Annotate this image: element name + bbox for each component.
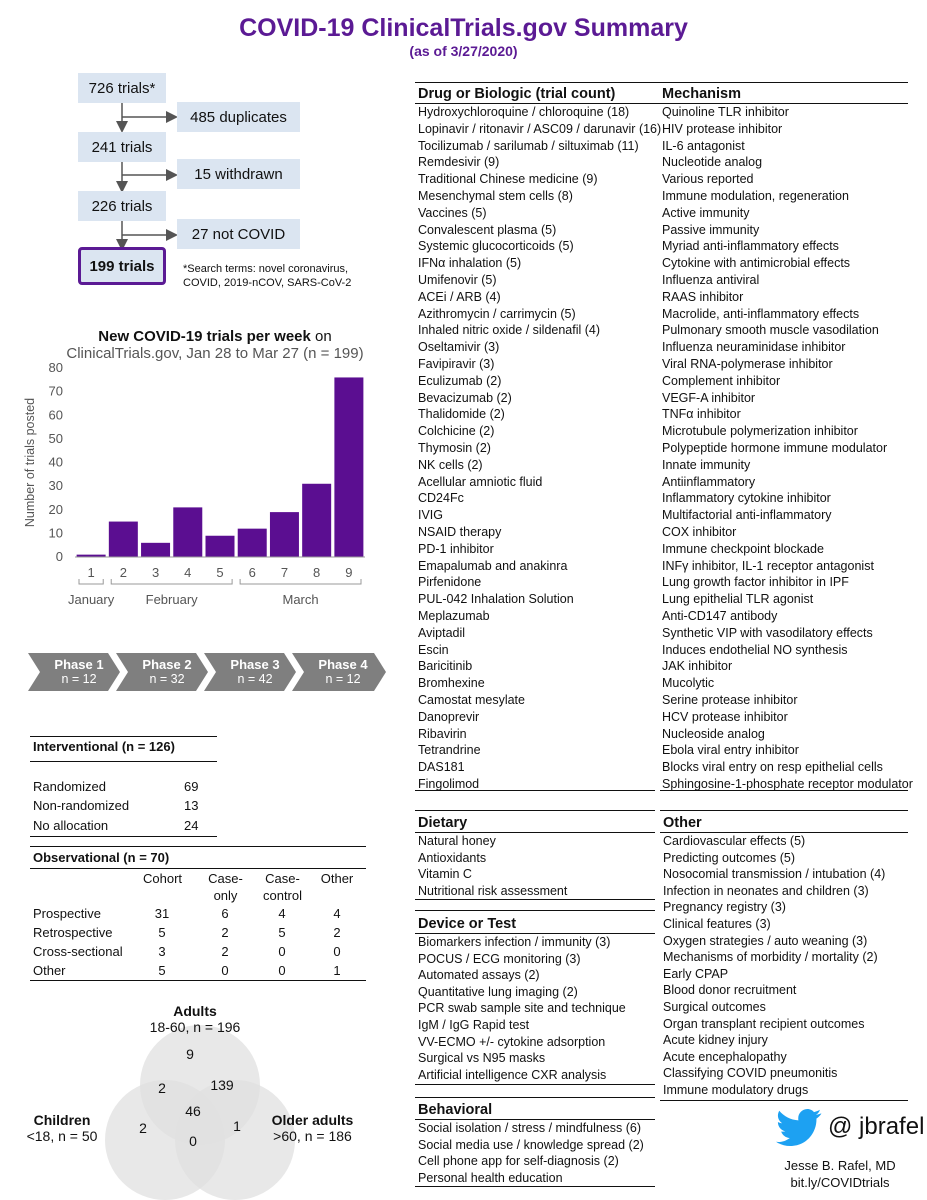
- drug-mechanism: Influenza antiviral: [662, 273, 760, 287]
- observational-cell: 3: [158, 944, 166, 959]
- drug-name: Tocilizumab / sarilumab / siltuximab (11): [418, 139, 639, 153]
- drug-name: Bromhexine: [418, 676, 485, 690]
- other-item: Mechanisms of morbidity / mortality (2): [663, 950, 878, 964]
- drug-mechanism: Microtubule polymerization inhibitor: [662, 424, 858, 438]
- interventional-row-value: 24: [184, 818, 199, 833]
- other-item: Acute kidney injury: [663, 1033, 768, 1047]
- x-tick-label: 9: [345, 565, 353, 580]
- drug-name: IFNα inhalation (5): [418, 256, 522, 270]
- other-item: Immune modulatory drugs: [663, 1083, 809, 1097]
- behavioral-item: Social media use / knowledge spread (2): [418, 1138, 644, 1152]
- drug-name: Convalescent plasma (5): [418, 223, 557, 237]
- dietary-top-rule: [415, 810, 655, 811]
- observational-top-rule: [30, 846, 366, 847]
- observational-cell: 2: [333, 925, 341, 940]
- device-item: IgM / IgG Rapid test: [418, 1018, 530, 1032]
- observational-cell: 4: [278, 906, 286, 921]
- obs-col-header-line1: Case-: [265, 871, 300, 886]
- drug-mechanism: Mucolytic: [662, 676, 715, 690]
- observational-cell: 5: [158, 925, 166, 940]
- other-item: Early CPAP: [663, 967, 729, 981]
- bar: [270, 512, 299, 557]
- drug-name: Baricitinib: [418, 659, 473, 673]
- drug-mechanism: Nucleoside analog: [662, 727, 765, 741]
- drug-name: Vaccines (5): [418, 206, 487, 220]
- drug-name: Emapalumab and anakinra: [418, 559, 568, 573]
- device-top-rule: [415, 910, 655, 911]
- venn-adults-title: Adults: [173, 1003, 217, 1019]
- interventional-header-rule: [30, 761, 217, 762]
- drug-mechanism: Antiinflammatory: [662, 475, 756, 489]
- y-tick-label: 70: [48, 383, 63, 399]
- page-title: COVID-19 ClinicalTrials.gov Summary: [239, 14, 688, 42]
- month-label: February: [145, 592, 198, 607]
- drug-header: Drug or Biologic (trial count): [418, 86, 616, 102]
- drug-name: ACEi / ARB (4): [418, 290, 501, 304]
- drug-name: Acellular amniotic fluid: [418, 475, 543, 489]
- phase-2: [122, 653, 212, 691]
- venn-children-title: Children: [33, 1112, 91, 1128]
- flow-total-box: 726 trials*: [78, 73, 166, 103]
- other-item: Cardiovascular effects (5): [663, 834, 806, 848]
- flow-not-covid-box: 27 not COVID: [177, 219, 300, 249]
- interventional-row-label: Non-randomized: [33, 798, 130, 813]
- drug-mechanism: Quinoline TLR inhibitor: [662, 105, 789, 119]
- bar-chart: [20, 360, 380, 620]
- bar: [206, 536, 235, 557]
- drug-mechanism: HIV protease inhibitor: [662, 122, 783, 136]
- drug-table-top-rule: [415, 82, 908, 83]
- drug-name: Camostat mesylate: [418, 693, 525, 707]
- drug-mechanism: Blocks viral entry on resp epithelial cells: [662, 760, 883, 774]
- drug-name: Umifenovir (5): [418, 273, 497, 287]
- search-note-line1: *Search terms: novel coronavirus,: [183, 263, 349, 275]
- observational-cell: 1: [333, 963, 341, 978]
- chart-title-rest: on: [310, 328, 332, 345]
- drug-name: PUL-042 Inhalation Solution: [418, 592, 574, 606]
- y-tick-label: 30: [48, 478, 63, 494]
- other-header-rule: [660, 832, 908, 833]
- drug-mechanism: Nucleotide analog: [662, 155, 763, 169]
- drug-name: Aviptadil: [418, 626, 466, 640]
- x-tick-label: 1: [87, 565, 95, 580]
- drug-mechanism: Lung epithelial TLR agonist: [662, 592, 814, 606]
- drug-mechanism: Serine protease inhibitor: [662, 693, 798, 707]
- venn-older-only: 1: [233, 1118, 241, 1134]
- observational-cell: 0: [221, 963, 229, 978]
- drug-mechanism: Anti-CD147 antibody: [662, 609, 778, 623]
- phase-4-label: Phase 4: [318, 657, 368, 672]
- drug-name: Danoprevir: [418, 710, 480, 724]
- phase-1: [34, 653, 124, 691]
- drug-mechanism: Passive immunity: [662, 223, 760, 237]
- drug-mechanism: Immune modulation, regeneration: [662, 189, 849, 203]
- x-tick-label: 4: [184, 565, 192, 580]
- observational-header-rule: [30, 868, 366, 869]
- drug-mechanism: JAK inhibitor: [662, 659, 733, 673]
- device-item: Surgical vs N95 masks: [418, 1051, 546, 1065]
- drug-name: CD24Fc: [418, 491, 464, 505]
- drug-name: Remdesivir (9): [418, 155, 500, 169]
- observational-cell: 0: [278, 963, 286, 978]
- drug-name: Favipiravir (3): [418, 357, 495, 371]
- venn-older-sub: >60, n = 186: [273, 1128, 352, 1144]
- phase-3-label: Phase 3: [230, 657, 280, 672]
- observational-cell: 0: [333, 944, 341, 959]
- observational-title: Observational (n = 70): [33, 850, 170, 865]
- flow-after-withdrawn-box: 226 trials: [78, 191, 166, 221]
- x-tick-label: 5: [216, 565, 224, 580]
- obs-col-header-line2: only: [213, 888, 238, 903]
- observational-cell: 6: [221, 906, 229, 921]
- y-tick-label: 60: [48, 407, 63, 423]
- phase-3-n: n = 42: [237, 672, 273, 686]
- behavioral-header-rule: [415, 1119, 655, 1120]
- drug-name: Lopinavir / ritonavir / ASC09 / darunavir (16): [418, 122, 662, 136]
- drug-bottom-rule-left: [415, 790, 655, 791]
- x-tick-label: 7: [280, 565, 289, 580]
- drug-mechanism: Cytokine with antimicrobial effects: [662, 256, 851, 270]
- drug-mechanism: RAAS inhibitor: [662, 290, 744, 304]
- twitter-bird-icon[interactable]: [776, 1108, 822, 1148]
- drug-name: Inhaled nitric oxide / sildenafil (4): [418, 323, 601, 337]
- drug-name: Eculizumab (2): [418, 374, 502, 388]
- observational-cell: 2: [221, 944, 229, 959]
- device-item: Artificial intelligence CXR analysis: [418, 1068, 607, 1082]
- y-tick-label: 50: [48, 430, 63, 446]
- observational-bottom-rule: [30, 980, 366, 981]
- drug-name: NSAID therapy: [418, 525, 502, 539]
- drug-name: PD-1 inhibitor: [418, 542, 494, 556]
- drug-mechanism: HCV protease inhibitor: [662, 710, 788, 724]
- observational-cell: 0: [278, 944, 286, 959]
- interventional-row-label: Randomized: [33, 779, 106, 794]
- drug-mechanism: IL-6 antagonist: [662, 139, 745, 153]
- y-tick-label: 20: [48, 501, 63, 517]
- observational-row-label: Other: [33, 963, 66, 978]
- month-label: March: [282, 592, 319, 607]
- drug-name: Colchicine (2): [418, 424, 495, 438]
- phase-1-label: Phase 1: [54, 657, 104, 672]
- interventional-row-value: 13: [184, 798, 199, 813]
- device-item: VV-ECMO +/- cytokine adsorption: [418, 1035, 606, 1049]
- flow-final-box: 199 trials: [78, 247, 166, 285]
- month-bracket: [111, 579, 232, 584]
- obs-col-header-line2: Cohort: [142, 871, 183, 886]
- dietary-header-rule: [415, 832, 655, 833]
- behavioral-item: Social isolation / stress / mindfulness (6): [418, 1121, 642, 1135]
- venn-older-label: [255, 1112, 370, 1144]
- x-tick-label: 8: [313, 565, 321, 580]
- bar: [238, 529, 267, 557]
- obs-col-header-cohort: [140, 870, 185, 887]
- venn-children-older: 0: [189, 1133, 197, 1149]
- drug-name: Mesenchymal stem cells (8): [418, 189, 573, 203]
- drug-name: IVIG: [418, 508, 444, 522]
- drug-mechanism: Sphingosine-1-phosphate receptor modulator: [662, 777, 913, 791]
- device-item: POCUS / ECG monitoring (3): [418, 952, 581, 966]
- dietary-item: Antioxidants: [418, 851, 487, 865]
- phase-1-n: n = 12: [61, 672, 97, 686]
- drug-mechanism: Viral RNA-polymerase inhibitor: [662, 357, 833, 371]
- interventional-top-rule: [30, 736, 217, 737]
- drug-name: Hydroxychloroquine / chloroquine (18): [418, 105, 630, 119]
- chart-title-bold: New COVID-19 trials per week: [98, 328, 311, 345]
- drug-mechanism: TNFα inhibitor: [662, 407, 741, 421]
- venn-children-sub: <18, n = 50: [26, 1128, 98, 1144]
- y-tick-label: 0: [55, 549, 63, 564]
- x-tick-label: 6: [248, 565, 256, 580]
- obs-col-header-line2: Other: [320, 871, 354, 886]
- drug-name: Ribavirin: [418, 727, 467, 741]
- venn-older-title: Older adults: [271, 1112, 354, 1128]
- phase-4-n: n = 12: [325, 672, 361, 686]
- obs-col-header-line1: Case-: [208, 871, 243, 886]
- phase-2-n: n = 32: [149, 672, 185, 686]
- drug-name: Escin: [418, 643, 449, 657]
- obs-col-header-case-control: [255, 870, 310, 904]
- venn-adults-sub: 18-60, n = 196: [149, 1019, 241, 1035]
- observational-row-label: Cross-sectional: [33, 944, 123, 959]
- phase-2-label: Phase 2: [142, 657, 192, 672]
- other-item: Oxygen strategies / auto weaning (3): [663, 934, 868, 948]
- other-item: Classifying COVID pneumonitis: [663, 1066, 838, 1080]
- drug-mechanism: Complement inhibitor: [662, 374, 781, 388]
- drug-mechanism: Immune checkpoint blockade: [662, 542, 824, 556]
- venn-adults-only: 9: [186, 1046, 194, 1062]
- drug-mechanism: Ebola viral entry inhibitor: [662, 743, 799, 757]
- observational-cell: 4: [333, 906, 341, 921]
- observational-cell: 31: [154, 906, 170, 921]
- y-tick-label: 80: [48, 360, 63, 375]
- bar: [141, 543, 170, 557]
- observational-cell: 5: [278, 925, 286, 940]
- other-item: Blood donor recruitment: [663, 983, 797, 997]
- other-item: Predicting outcomes (5): [663, 851, 796, 865]
- flow-withdrawn-box: 15 withdrawn: [177, 159, 300, 189]
- search-note: [183, 262, 351, 290]
- obs-col-header-case-only: [198, 870, 253, 904]
- venn-all-three: 46: [185, 1103, 201, 1119]
- page-subtitle: (as of 3/27/2020): [409, 43, 518, 59]
- y-tick-label: 40: [48, 454, 63, 470]
- month-bracket: [240, 579, 361, 584]
- drug-mechanism: Lung growth factor inhibitor in IPF: [662, 575, 849, 589]
- interventional-title: Interventional (n = 126): [33, 739, 175, 754]
- interventional-bottom-rule: [30, 836, 217, 837]
- venn-adults-children: 2: [158, 1080, 166, 1096]
- drug-mechanism: Pulmonary smooth muscle vasodilation: [662, 323, 879, 337]
- drug-mechanism: Multifactorial anti-inflammatory: [662, 508, 832, 522]
- observational-row-label: Retrospective: [33, 925, 113, 940]
- dietary-bottom-rule: [415, 899, 655, 900]
- drug-mechanism: Influenza neuraminidase inhibitor: [662, 340, 846, 354]
- bar: [302, 484, 331, 557]
- x-tick-label: 2: [119, 565, 127, 580]
- observational-cell: 5: [158, 963, 166, 978]
- author-name: Jesse B. Rafel, MD: [784, 1158, 896, 1173]
- other-item: Clinical features (3): [663, 917, 771, 931]
- venn-children-only: 2: [139, 1120, 147, 1136]
- drug-mechanism: Synthetic VIP with vasodilatory effects: [662, 626, 873, 640]
- behavioral-item: Cell phone app for self-diagnosis (2): [418, 1154, 619, 1168]
- chart-title-line2: ClinicalTrials.gov, Jan 28 to Mar 27 (n = 199): [66, 345, 364, 362]
- drug-mechanism: INFγ inhibitor, IL-1 receptor antagonist: [662, 559, 874, 573]
- author-link[interactable]: bit.ly/COVIDtrials: [790, 1175, 890, 1190]
- obs-col-header-line2: control: [262, 888, 303, 903]
- venn-adults-older: 139: [210, 1077, 234, 1093]
- observational-cell: 2: [221, 925, 229, 940]
- drug-name: Meplazumab: [418, 609, 490, 623]
- y-axis-label: Number of trials posted: [23, 397, 37, 528]
- drug-name: Fingolimod: [418, 777, 480, 791]
- device-item: Automated assays (2): [418, 968, 540, 982]
- x-tick-label: 3: [151, 565, 160, 580]
- drug-mechanism: VEGF-A inhibitor: [662, 391, 756, 405]
- twitter-handle[interactable]: @ jbrafel: [828, 1113, 925, 1140]
- drug-name: DAS181: [418, 760, 465, 774]
- other-item: Pregnancy registry (3): [663, 900, 786, 914]
- behavioral-title: Behavioral: [418, 1102, 493, 1118]
- other-item: Infection in neonates and children (3): [663, 884, 869, 898]
- phase-4: [298, 653, 388, 691]
- venn-diagram: [100, 1020, 320, 1200]
- interventional-row-value: 69: [184, 779, 199, 794]
- dietary-title: Dietary: [418, 815, 468, 831]
- drug-name: Bevacizumab (2): [418, 391, 512, 405]
- drug-name: Pirfenidone: [418, 575, 482, 589]
- drug-mechanism: Induces endothelial NO synthesis: [662, 643, 848, 657]
- drug-name: Tetrandrine: [418, 743, 481, 757]
- device-item: Quantitative lung imaging (2): [418, 985, 578, 999]
- other-bottom-rule: [660, 1100, 908, 1101]
- other-title: Other: [663, 815, 702, 831]
- venn-children-label: [12, 1112, 112, 1144]
- other-item: Organ transplant recipient outcomes: [663, 1017, 865, 1031]
- drug-mechanism: Active immunity: [662, 206, 750, 220]
- chart-title: [60, 328, 370, 362]
- drug-mechanism: Innate immunity: [662, 458, 751, 472]
- bar: [334, 377, 363, 557]
- drug-name: Traditional Chinese medicine (9): [418, 172, 598, 186]
- device-item: Biomarkers infection / immunity (3): [418, 935, 611, 949]
- device-item: PCR swab sample site and technique: [418, 1001, 626, 1015]
- venn-adults-label: [125, 1003, 265, 1035]
- drug-mechanism: Macrolide, anti-inflammatory effects: [662, 307, 860, 321]
- drug-mechanism: Inflammatory cytokine inhibitor: [662, 491, 831, 505]
- phase-3: [210, 653, 300, 691]
- behavioral-item: Personal health education: [418, 1171, 563, 1185]
- search-note-line2: COVID, 2019-nCOV, SARS-CoV-2: [183, 277, 352, 289]
- drug-name: Oseltamivir (3): [418, 340, 500, 354]
- month-label: January: [67, 592, 115, 607]
- bar: [173, 507, 202, 557]
- drug-mechanism: Polypeptide hormone immune modulator: [662, 441, 888, 455]
- y-tick-label: 10: [48, 525, 63, 541]
- observational-row-label: Prospective: [33, 906, 101, 921]
- other-item: Surgical outcomes: [663, 1000, 766, 1014]
- drug-name: NK cells (2): [418, 458, 483, 472]
- behavioral-bottom-rule: [415, 1186, 655, 1187]
- behavioral-top-rule: [415, 1097, 655, 1098]
- mechanism-header: Mechanism: [662, 86, 741, 102]
- interventional-row-label: No allocation: [33, 818, 109, 833]
- other-top-rule: [660, 810, 908, 811]
- drug-name: Azithromycin / carrimycin (5): [418, 307, 576, 321]
- drug-name: Thymosin (2): [418, 441, 491, 455]
- dietary-item: Nutritional risk assessment: [418, 884, 568, 898]
- drug-name: Thalidomide (2): [418, 407, 505, 421]
- drug-header-rule: [415, 103, 908, 104]
- dietary-item: Vitamin C: [418, 867, 472, 881]
- drug-name: Systemic glucocorticoids (5): [418, 239, 574, 253]
- bar: [109, 522, 138, 557]
- other-item: Nosocomial transmission / intubation (4): [663, 867, 886, 881]
- drug-mechanism: Myriad anti-inflammatory effects: [662, 239, 839, 253]
- device-bottom-rule: [415, 1084, 655, 1085]
- drug-mechanism: COX inhibitor: [662, 525, 737, 539]
- obs-col-header-other: [312, 870, 362, 887]
- drug-bottom-rule-right: [660, 790, 908, 791]
- drug-mechanism: Various reported: [662, 172, 754, 186]
- device-header-rule: [415, 933, 655, 934]
- dietary-item: Natural honey: [418, 834, 496, 848]
- flow-after-dup-box: 241 trials: [78, 132, 166, 162]
- other-item: Acute encephalopathy: [663, 1050, 787, 1064]
- device-title: Device or Test: [418, 916, 517, 932]
- flow-duplicates-box: 485 duplicates: [177, 102, 300, 132]
